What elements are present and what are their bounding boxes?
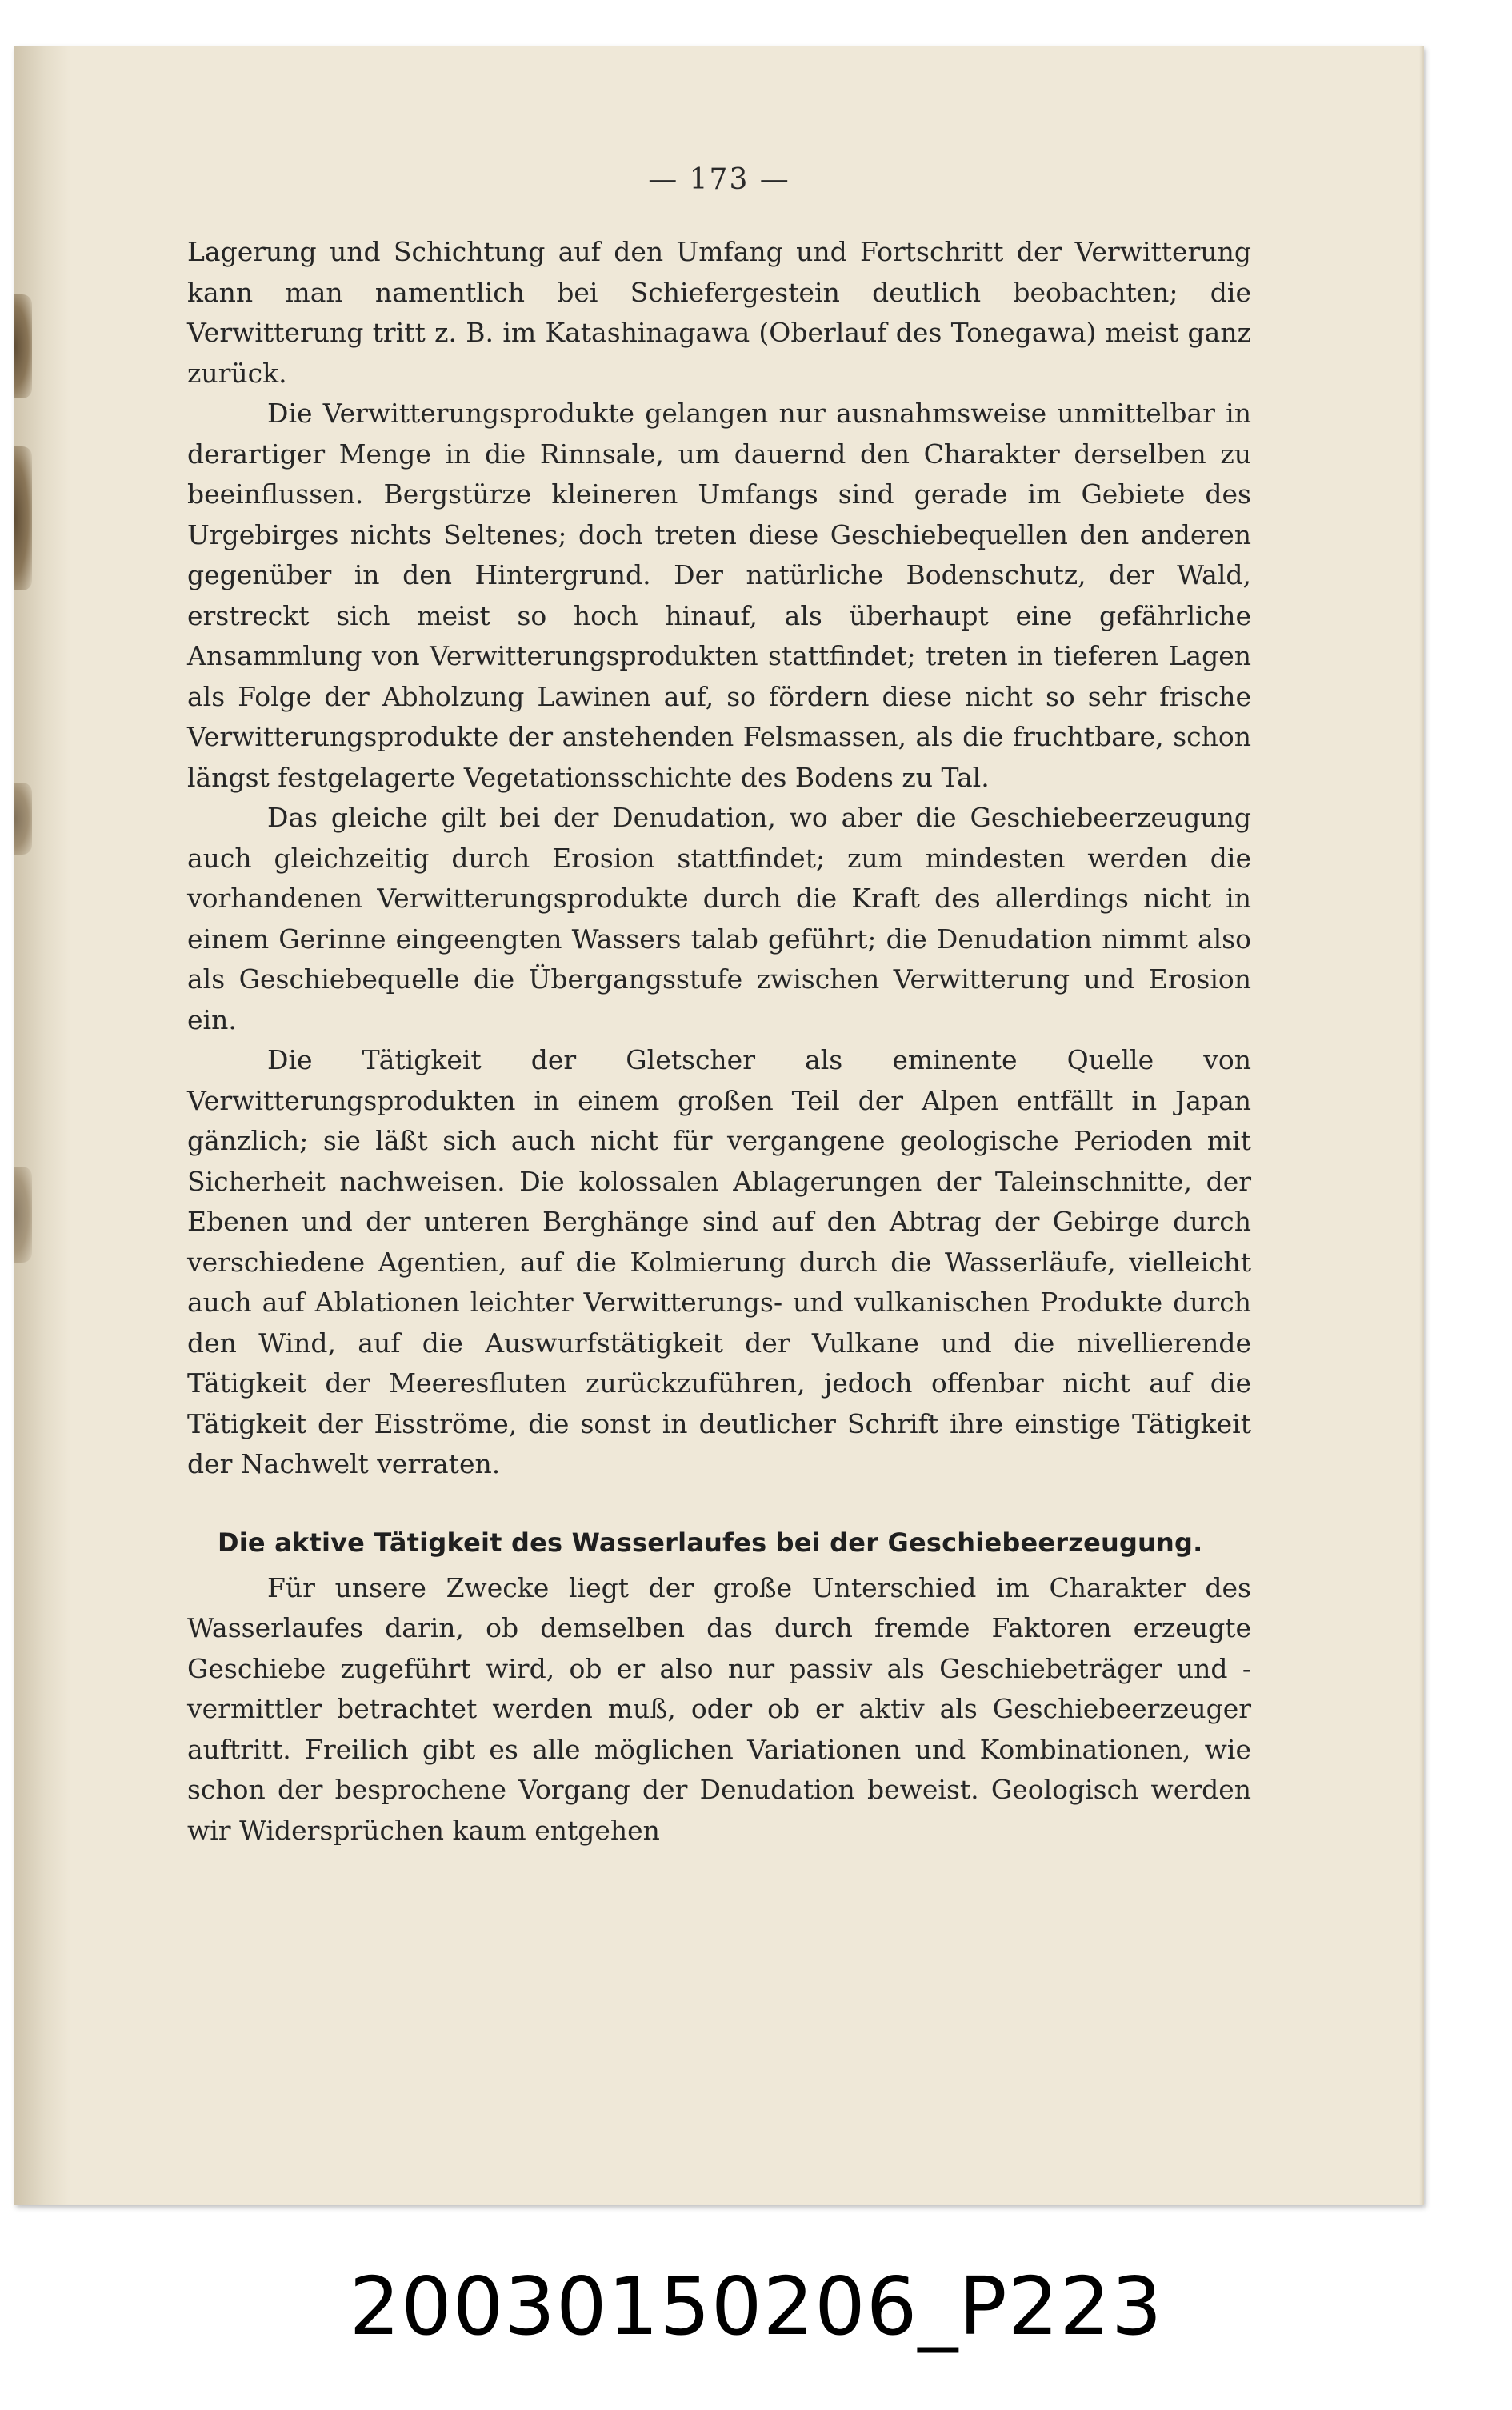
paragraph-continued: Lagerung und Schichtung auf den Umfang und Fortschritt der Verwitterung kann man namentlich bei Schiefergestein deutlich beobachten; die Verwitterung tritt z. B. im Katashinagawa (Oberlauf des Tonegawa) meist ganz zurück. [187,236,1251,389]
paragraph: Die Verwitterungsprodukte gelangen nur ausnahmsweise unmittelbar in derartiger Menge in die Rinnsale, um dauernd den Charakter derselben zu beeinflussen. Bergstürze kleineren Umfangs sind gerade im Gebiete des Urgebirges nichts Seltenes; doch treten diese Geschiebequellen den anderen gegenüber in den Hintergrund. Der natürliche Bodenschutz, der Wald, erstreckt sich meist so hoch hinauf, als überhaupt eine gefährliche Ansammlung von Verwitterungsprodukten stattfindet; treten in tieferen Lagen als Folge der Abholzung Lawinen auf, so fördern diese nicht so sehr frische Verwitterungsprodukte der anstehenden Felsmassen, als die fruchtbare, schon längst festgelagerte Vegetationsschichte des Bodens zu Tal. [187,398,1251,793]
binding-stain [14,783,32,855]
binding-stain [14,446,32,590]
page-edge [1419,46,1424,2205]
paragraph: Die Tätigkeit der Gletscher als eminente Quelle von Verwitterungsprodukten in einem großen Teil der Alpen entfällt in Japan gänzlich; sie läßt sich auch nicht für vergangene geologische Perioden mit Sicherheit nachweisen. Die kolossalen Ablagerungen der Taleinschnitte, der Ebenen und der unteren Berghänge sind auf den Abtrag der Gebirge durch verschiedene Agentien, auf die Kolmierung durch die Wasserläufe, vielleicht auch auf Ablationen leichter Verwitterungs- und vulkanischen Produkte durch den Wind, auf die Auswurfstätigkeit der Vulkane und die nivellierende Tätigkeit der Meeresfluten zurückzuführen, jedoch offenbar nicht auf die Tätigkeit der Eisströme, die sonst in deutlicher Schrift ihre einstige Tätigkeit der Nachwelt verraten. [187,1044,1251,1479]
book-page [14,46,1424,2205]
image-id-caption: 20030150206_P223 [349,2260,1163,2353]
page-number: — 173 — [648,163,790,196]
binding-stain [14,294,32,398]
binding-stain [14,1167,32,1263]
page-body [187,232,1251,1851]
paragraph: Für unsere Zwecke liegt der große Unterschied im Charakter des Wasserlaufes darin, ob demselben das durch fremde Faktoren erzeugte Geschiebe zugeführt wird, ob er also nur passiv als Geschiebeträger und -vermittler betrachtet werden muß, oder ob er aktiv als Geschiebeerzeuger auftritt. Freilich gibt es alle möglichen Variationen und Kombinationen, wie schon der besprochene Vorgang der Denudation beweist. Geologisch werden wir Widersprüchen kaum entgehen [187,1571,1251,1846]
paragraph: Das gleiche gilt bei der Denudation, wo aber die Geschiebeerzeugung auch gleichzeitig durch Erosion stattfindet; zum mindesten werden die vorhandenen Verwitterungsprodukte durch die Kraft des allerdings nicht in einem Gerinne eingeengten Wassers talab geführt; die Denudation nimmt also als Geschiebequelle die Übergangsstufe zwischen Verwitterung und Erosion ein. [187,802,1251,1035]
section-heading: Die aktive Tätigkeit des Wasserlaufes bei der Geschiebeerzeugung. [218,1527,1203,1558]
